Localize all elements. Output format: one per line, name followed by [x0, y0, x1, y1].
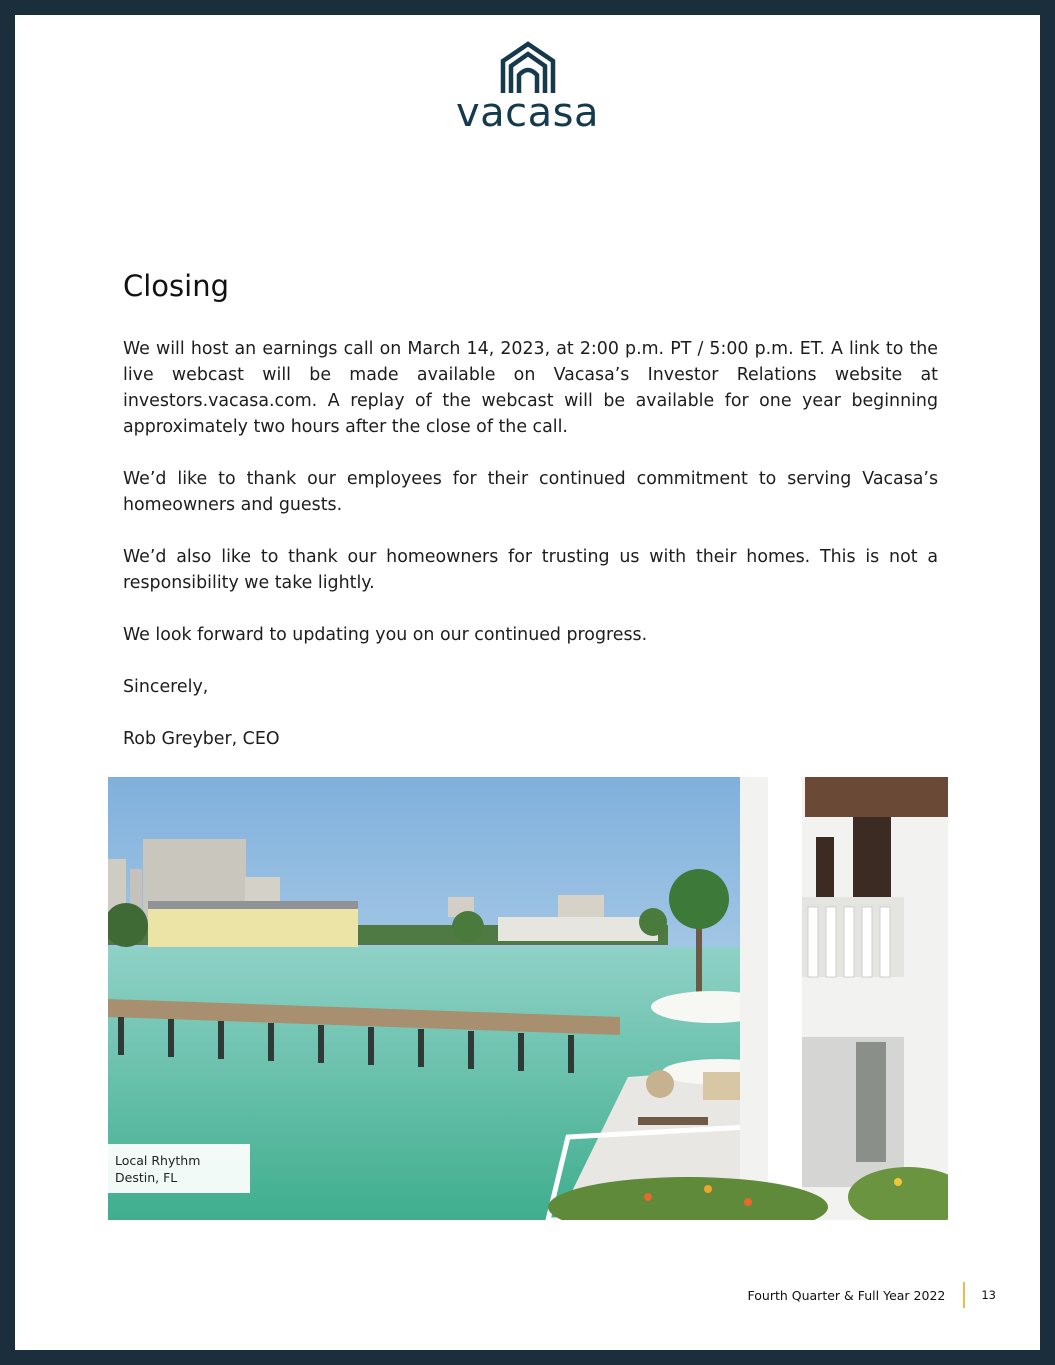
paragraph-earnings-call: We will host an earnings call on March 14, 2023, at 2:00 p.m. PT / 5:00 p.m. ET. A link to the live webcast will be made available on Vacasa’s Investor Relations website at investors.vacasa.com. A replay of the webcast will be available for one year beginning approximately two hours after the close of the call. — [123, 339, 938, 437]
paragraph-homeowners: We’d also like to thank our homeowners for trusting us with their homes. This is not a responsibility we take lightly. — [123, 547, 938, 593]
property-photo — [108, 777, 948, 1220]
document-page — [15, 15, 1040, 1350]
section-heading: Closing — [123, 269, 230, 303]
page-number: 13 — [981, 1288, 996, 1302]
photo-caption — [108, 1144, 250, 1193]
house-logo-icon — [500, 41, 556, 95]
caption-location: Destin, FL — [115, 1170, 178, 1185]
signoff-closing: Sincerely, — [123, 677, 209, 697]
caption-property-name: Local Rhythm — [115, 1153, 201, 1168]
footer-divider — [963, 1282, 965, 1308]
page-footer — [748, 1282, 996, 1308]
signer-ceo: Rob Greyber, CEO — [123, 729, 280, 749]
paragraph-progress: We look forward to updating you on our continued progress. — [123, 625, 648, 645]
logo-wordmark: vacasa — [455, 90, 600, 136]
vacasa-logo — [15, 41, 1040, 136]
paragraph-employees: We’d like to thank our employees for their continued commitment to serving Vacasa’s homeowners and guests. — [123, 469, 938, 515]
letter-body — [123, 336, 938, 830]
footer-report-title: Fourth Quarter & Full Year 2022 — [747, 1287, 946, 1303]
